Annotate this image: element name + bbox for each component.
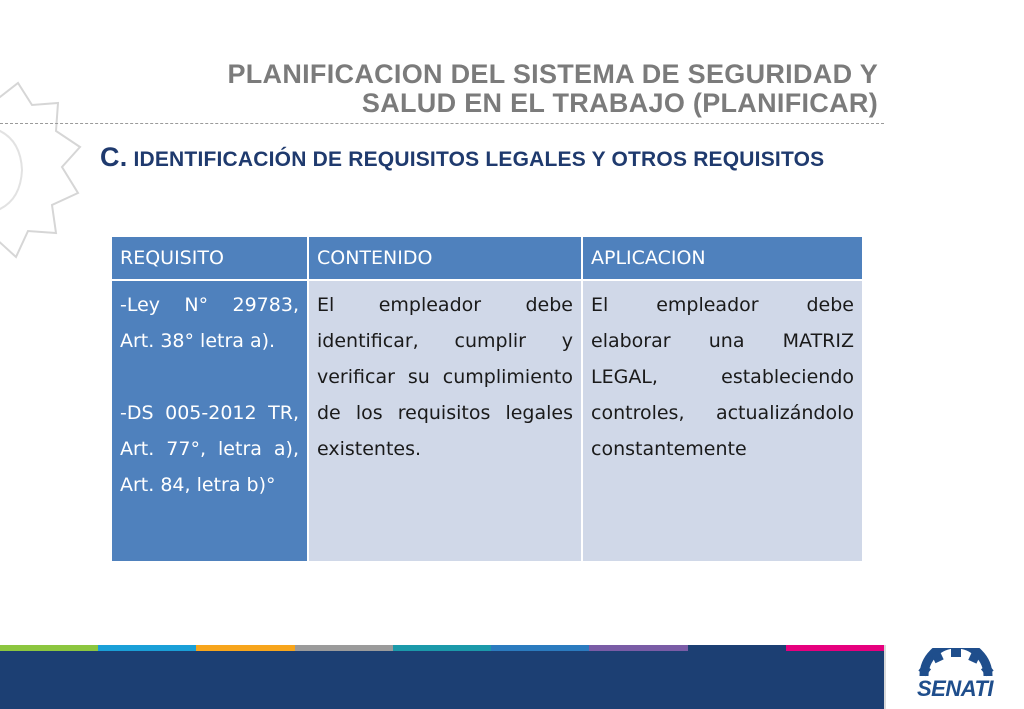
table-row xyxy=(111,280,863,562)
contenido-text: El empleador debe identificar, cumplir y verificar su cumplimiento de los requisitos legales existentes. xyxy=(317,294,573,460)
requirements-table xyxy=(110,235,864,563)
subtitle-text: IDENTIFICACIÓN DE REQUISITOS LEGALES Y OTROS REQUISITOS xyxy=(133,148,825,171)
title-divider xyxy=(0,123,884,124)
subtitle-letter: C. xyxy=(100,142,128,172)
slide-title xyxy=(120,60,878,118)
header-contenido: CONTENIDO xyxy=(308,236,582,280)
requisito-ds: -DS 005-2012 TR, Art. 77°, letra a), Art. 84, letra b)° xyxy=(120,402,299,496)
cell-aplicacion xyxy=(582,280,863,562)
header-aplicacion: APLICACION xyxy=(582,236,863,280)
title-line-2: SALUD EN EL TRABAJO (PLANIFICAR) xyxy=(361,88,878,118)
section-subtitle xyxy=(100,142,824,175)
senati-logo-text: SENATI xyxy=(916,676,994,701)
aplicacion-text: El empleador debe elaborar una MATRIZ LEGAL, estableciendo controles, actualizándolo constantemente xyxy=(591,294,854,460)
header-requisito: REQUISITO xyxy=(111,236,308,280)
title-line-1: PLANIFICACION DEL SISTEMA DE SEGURIDAD Y xyxy=(227,59,878,89)
cell-requisito xyxy=(111,280,308,562)
gear-outline-decoration xyxy=(0,75,85,265)
cell-contenido xyxy=(308,280,582,562)
footer-bar xyxy=(0,651,884,709)
requisito-ley: -Ley N° 29783, Art. 38° letra a). xyxy=(120,294,299,352)
footer-separator xyxy=(884,645,886,709)
table-header-row xyxy=(111,236,863,280)
